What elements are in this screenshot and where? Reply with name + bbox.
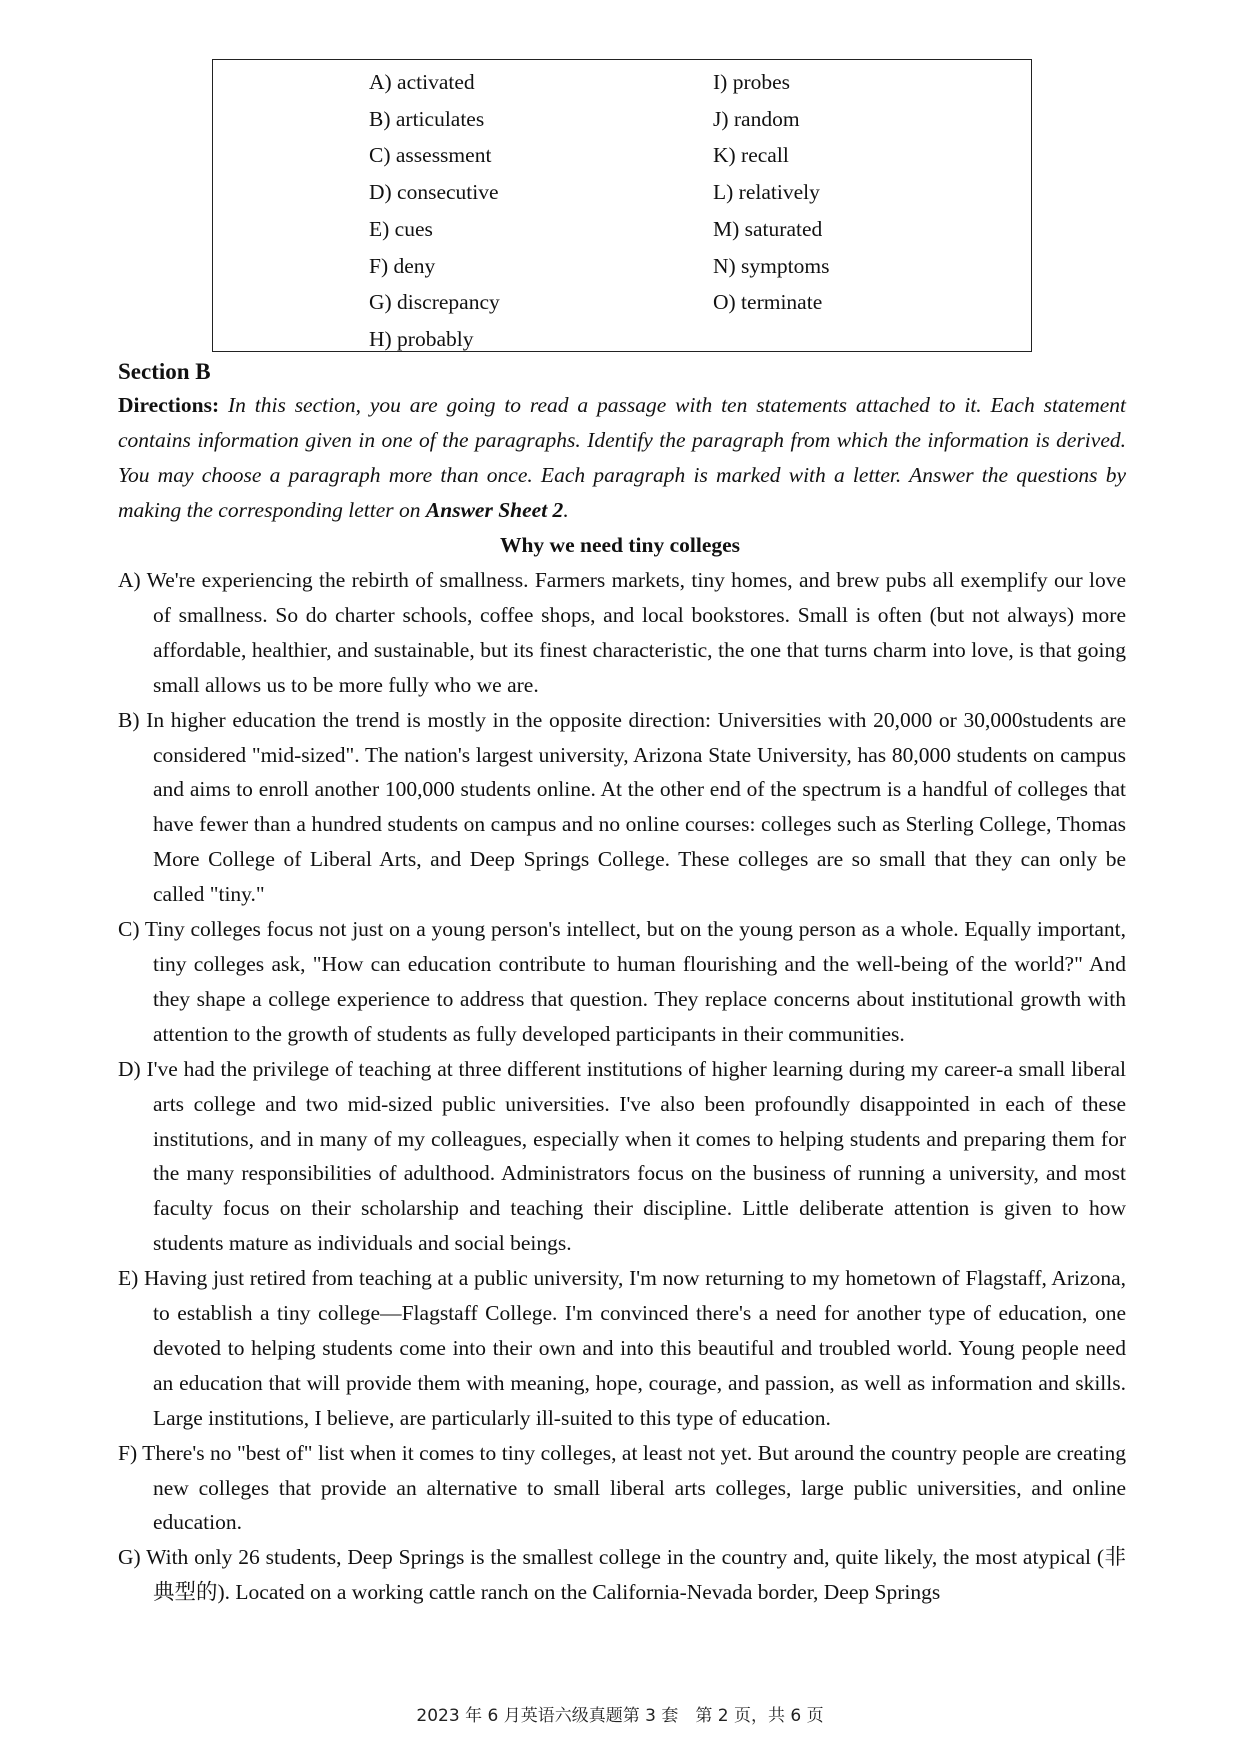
word-option: C) assessment: [369, 143, 492, 168]
word-option: D) consecutive: [369, 180, 499, 205]
paragraph-d: D) I've had the privilege of teaching at three different institutions of higher learning during my career-a small liberal arts college and two mid-sized public universities. I've also been profoundly disappointed in each of these institutions, and in many of my colleagues, especially when it comes to helping students and preparing them for the many responsibilities of adulthood. Administrators focus on the business of running a university, and most faculty focus on their scholarship and teaching their discipline. Little deliberate attention is given to how students mature as individuals and social beings.: [118, 1056, 1126, 1256]
word-option: J) random: [713, 106, 800, 131]
word-bank-right-column: [713, 64, 829, 321]
directions-end: .: [563, 498, 569, 522]
passage-body: [118, 563, 1126, 1610]
word-bank-left-column: [369, 64, 500, 358]
paragraph-c: C) Tiny colleges focus not just on a young person's intellect, but on the young person as a whole. Equally important, tiny colleges ask, "How can education contribute to human flourishing and the well-being of the world?" And they shape a college experience to address that question. They replace concerns about institutional growth with attention to the growth of students as fully developed participants in their communities.: [118, 917, 1126, 1046]
directions-label: Directions:: [118, 393, 220, 417]
word-option: F) deny: [369, 253, 436, 278]
answer-sheet-label: Answer Sheet 2: [425, 498, 564, 522]
paragraph-a: A) We're experiencing the rebirth of smallness. Farmers markets, tiny homes, and brew pubs all exemplify our love of smallness. So do charter schools, coffee shops, and local bookstores. Small is often (but not always) more affordable, healthier, and sustainable, but its finest characteristic, the one that turns charm into love, is that going small allows us to be more fully who we are.: [118, 568, 1126, 697]
word-option: G) discrepancy: [369, 290, 500, 315]
word-option: H) probably: [369, 326, 474, 351]
word-option: O) terminate: [713, 290, 823, 315]
word-option: I) probes: [713, 70, 791, 94]
page-footer: 2023 年 6 月英语六级真题第 3 套 第 2 页，共 6 页: [416, 1706, 824, 1726]
word-option: E) cues: [369, 216, 433, 241]
directions-text: In this section, you are going to read a passage with ten statements attached to it. Each statement contains information given in one of the paragraphs. Identify the paragraph from which the information is derived. You may choose a paragraph more than once. Each paragraph is marked with a letter. Answer the questions by making the corresponding letter on: [118, 393, 1126, 522]
word-option: L) relatively: [713, 180, 820, 205]
word-option: N) symptoms: [713, 253, 830, 278]
paragraph-g: G) With only 26 students, Deep Springs is the smallest college in the country and, quite likely, the most atypical (非典型的). Located on a working cattle ranch on the California-Nevada border, Deep Springs: [118, 1545, 1126, 1605]
word-option: B) articulates: [369, 106, 485, 131]
paragraph-e: E) Having just retired from teaching at a public university, I'm now returning to my hometown of Flagstaff, Arizona, to establish a tiny college—Flagstaff College. I'm convinced there's a need for another type of education, one devoted to helping students come into their own and into this beautiful and troubled world. Young people need an education that will provide them with meaning, hope, courage, and passion, as well as information and skills. Large institutions, I believe, are particularly ill-suited to this type of education.: [118, 1266, 1126, 1430]
word-option: M) saturated: [713, 216, 823, 241]
paragraph-b: B) In higher education the trend is mostly in the opposite direction: Universities with 20,000 or 30,000students are considered "mid-sized". The nation's largest university, Arizona State University, has 80,000 students on campus and aims to enroll another 100,000 students online. At the other end of the spectrum is a handful of colleges that have fewer than a hundred students on campus and no online courses: colleges such as Sterling College, Thomas More College of Liberal Arts, and Deep Springs College. These colleges are so small that they can only be called "tiny.": [118, 707, 1126, 907]
paragraph-f: F) There's no "best of" list when it comes to tiny colleges, at least not yet. But around the country people are creating new colleges that provide an alternative to small liberal arts colleges, large public universities, and online education.: [118, 1440, 1126, 1535]
word-option: K) recall: [713, 143, 789, 168]
passage-title: Why we need tiny colleges: [499, 533, 741, 557]
word-bank-box: [212, 59, 1032, 352]
word-option: A) activated: [369, 70, 475, 94]
directions: [118, 388, 1126, 528]
section-title: Section B: [118, 359, 211, 384]
